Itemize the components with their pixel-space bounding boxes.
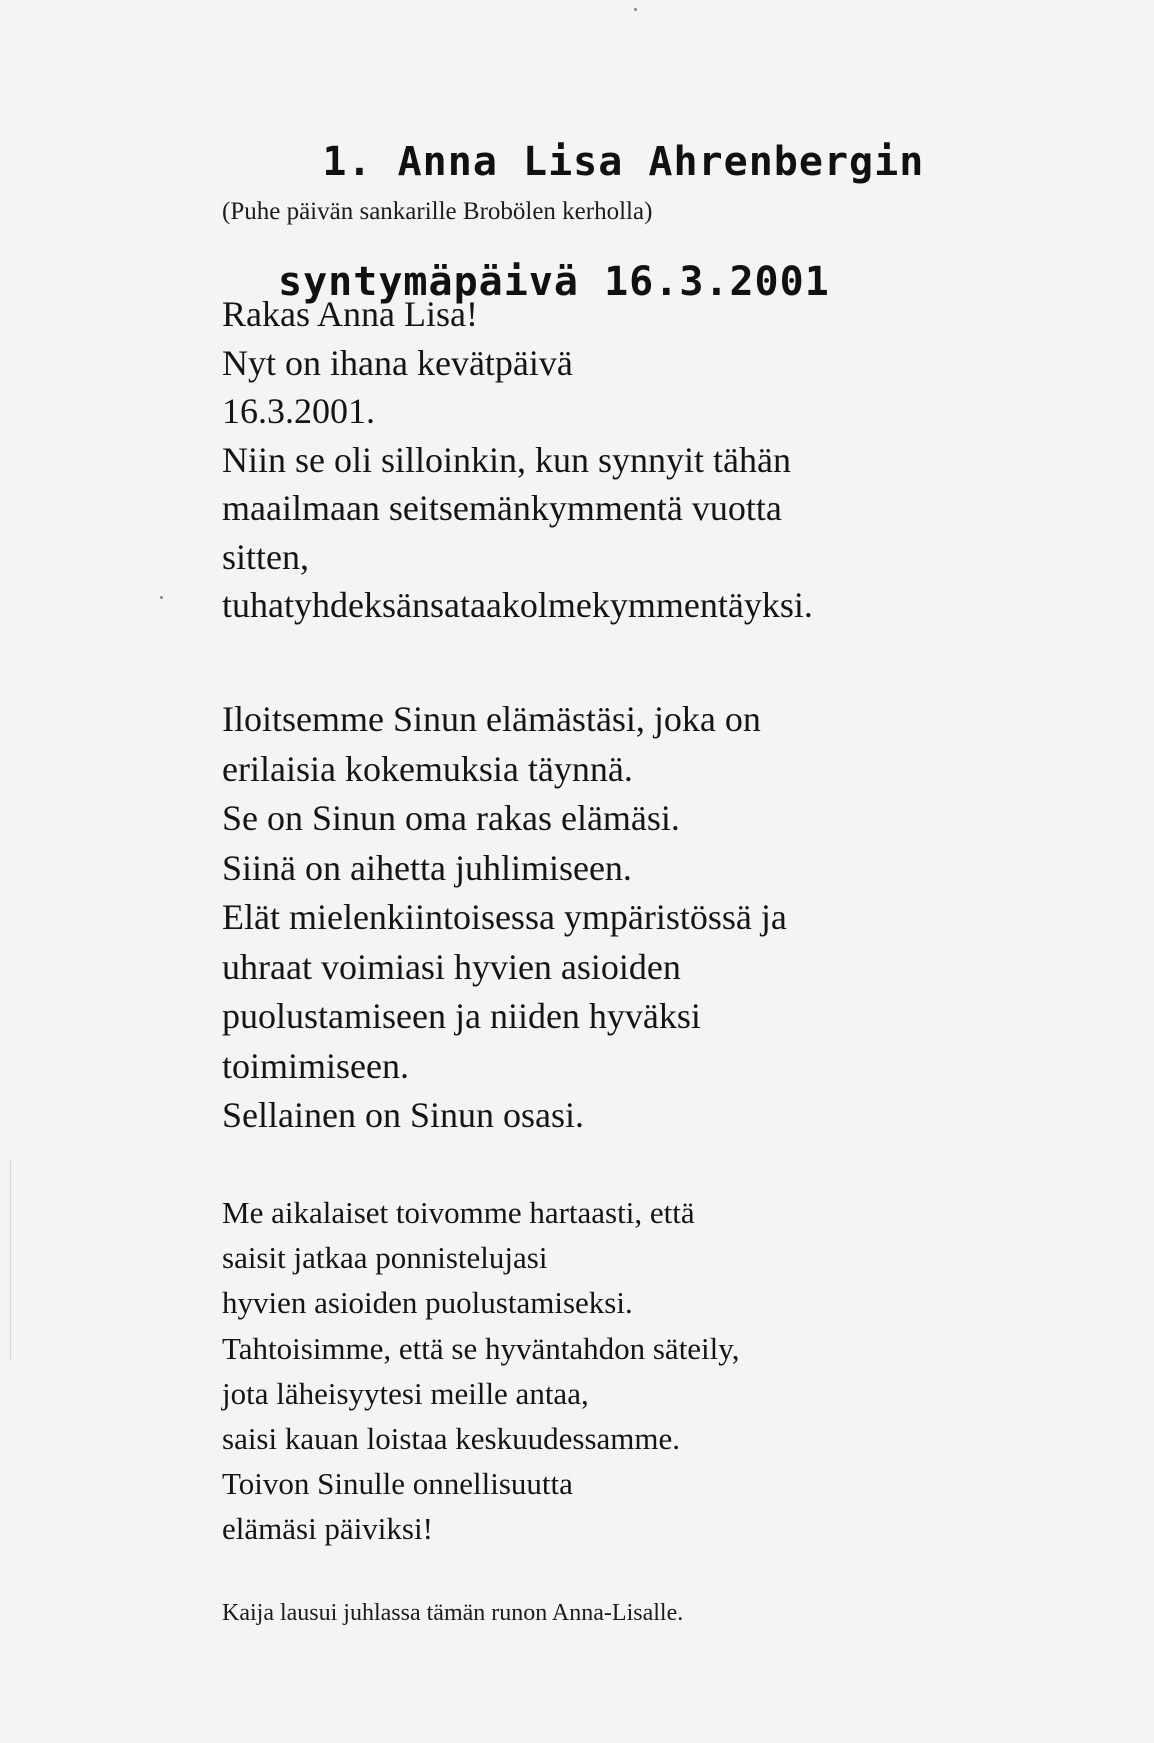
poem-line: Toivon Sinulle onnellisuutta: [222, 1466, 573, 1502]
poem-line: uhraat voimiasi hyvien asioiden: [222, 946, 681, 987]
poem-line: Se on Sinun oma rakas elämäsi.: [222, 798, 680, 838]
title-line-2: syntymäpäivä 16.3.2001: [278, 259, 830, 305]
poem-line: Nyt on ihana kevätpäivä: [222, 342, 573, 383]
poem-line: Tahtoisimme, että se hyväntahdon säteily,: [222, 1330, 740, 1366]
poem-line: 16.3.2001.: [222, 391, 375, 431]
poem-line: sitten,: [222, 536, 309, 577]
poem-line: Siinä on aihetta juhlimiseen.: [222, 847, 632, 888]
poem-stanza-3: [222, 1190, 1042, 1552]
poem-line: Rakas Anna Lisa!: [222, 294, 478, 334]
poem-line: erilaisia kokemuksia täynnä.: [222, 748, 633, 789]
poem-line: Iloitsemme Sinun elämästäsi, joka on: [222, 699, 761, 739]
scan-speck: [634, 8, 637, 11]
poem-line: Niin se oli silloinkin, kun synnyit tähän: [222, 439, 791, 480]
poem-line: maailmaan seitsemänkymmentä vuotta: [222, 488, 782, 528]
poem-stanza-2: [222, 695, 1042, 1141]
poem-line: jota läheisyytesi meille antaa,: [222, 1375, 589, 1411]
poem-line: hyvien asioiden puolustamiseksi.: [222, 1285, 633, 1321]
poem-line: toimimiseen.: [222, 1045, 409, 1086]
poem-line: puolustamiseen ja niiden hyväksi: [222, 996, 701, 1036]
document-subtitle: (Puhe päivän sankarille Brobölen kerholla): [222, 198, 653, 225]
poem-line: Sellainen on Sinun osasi.: [222, 1095, 584, 1135]
title-line-1: 1. Anna Lisa Ahrenbergin: [322, 139, 925, 185]
poem-line: Elät mielenkiintoisessa ympäristössä ja: [222, 897, 787, 937]
scan-margin-line: [10, 1160, 11, 1360]
poem-line: saisit jatkaa ponnistelujasi: [222, 1240, 548, 1276]
poem-line: elämäsi päiviksi!: [222, 1511, 433, 1547]
poem-line: Me aikalaiset toivomme hartaasti, että: [222, 1195, 695, 1230]
poem-line: saisi kauan loistaa keskuudessamme.: [222, 1421, 681, 1457]
poem-stanza-1: [222, 290, 1042, 630]
poem-line: tuhatyhdeksänsataakolmekymmentäyksi.: [222, 585, 813, 625]
scan-speck: [160, 596, 163, 599]
document-footer-note: Kaija lausui juhlassa tämän runon Anna-Lisalle.: [222, 1600, 684, 1626]
